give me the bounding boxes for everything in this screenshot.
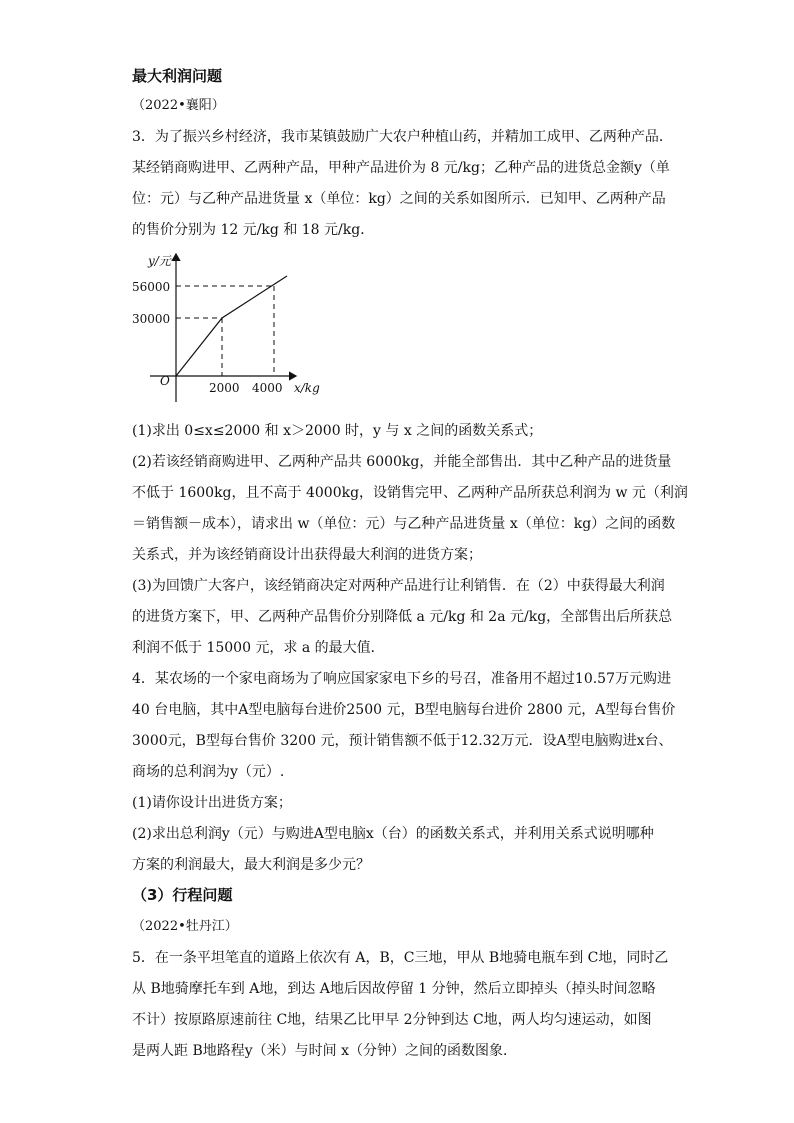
cost-function-line (176, 276, 287, 376)
q5-stem-line-4: 是两人距 B地路程y（米）与时间 x（分钟）之间的函数图象． (132, 1043, 517, 1059)
q5-stem-line-2: 从 B地骑摩托车到 A地，到达 A地后因故停留 1 分钟，然后立即掉头（掉头时间忽略 (132, 981, 656, 997)
q5-stem-line-3: 不计）按原路原速前往 C地，结果乙比甲早 2分钟到达 C地，两人均匀速运动，如图 (132, 1012, 652, 1028)
q4-stem-line-2: 40 台电脑，其中A型电脑每台进价2500 元，B型电脑每台进价 2800 元，A型每台售价 (132, 702, 676, 718)
q4-stem-line-4: 商场的总利润为y（元）. (132, 764, 285, 780)
y-axis-label: y/元 (148, 254, 171, 268)
q3-stem-line-3: 位：元）与乙种产品进货量 x（单位：kg）之间的关系如图所示．已知甲、乙两种产品 (132, 191, 666, 207)
subsection-title: （3）行程问题 (132, 886, 233, 904)
q4-part1: (1)请你设计出进货方案； (132, 795, 292, 811)
q3-stem-line-2: 某经销商购进甲、乙两种产品，甲种产品进价为 8 元/kg；乙种产品的进货总金额y（单 (132, 160, 670, 176)
q4-stem-line-1: 4．某农场的一个家电商场为了响应国家家电下乡的号召，准备用不超过10.57万元购进 (132, 671, 671, 687)
q4-stem-line-3: 3000元，B型每台售价 3200 元，预计销售额不低于12.32万元．设A型电脑购进x台、 (132, 733, 673, 749)
q4-part2-line-1: (2)求出总利润y（元）与购进A型电脑x（台）的函数关系式，并利用关系式说明哪种 (132, 826, 654, 842)
q3-part2-line-2: 不低于 1600kg，且不高于 4000kg，设销售完甲、乙两种产品所获总利润为 w 元（利润 (132, 485, 688, 501)
q3-part2-line-1: (2)若该经销商购进甲、乙两种产品共 6000kg，并能全部售出．其中乙种产品的进货量 (132, 454, 672, 470)
q3-part2-line-4: 关系式，并为该经销商设计出获得最大利润的进货方案； (132, 547, 482, 563)
y-tick-30000: 30000 (132, 312, 171, 326)
q3-part3-line-2: 的进货方案下，甲、乙两种产品售价分别降低 a 元/kg 和 2a 元/kg，全部售出后所获总 (132, 609, 673, 625)
origin-label: O (160, 374, 170, 388)
q3-part2-line-3: ＝销售额－成本），请求出 w（单位：元）与乙种产品进货量 x（单位：kg）之间的函数 (132, 516, 676, 532)
x-tick-4000: 4000 (252, 381, 283, 395)
y-tick-56000: 56000 (132, 280, 171, 294)
q3-stem-line-4: 的售价分别为 12 元/kg 和 18 元/kg． (132, 222, 375, 238)
q3-part1: (1)求出 0≤x≤2000 和 x＞2000 时，y 与 x 之间的函数关系式； (132, 423, 543, 439)
x-axis-label: x/kg (294, 381, 320, 395)
q3-part3-line-1: (3)为回馈广大客户，该经销商决定对两种产品进行让利销售．在（2）中获得最大利润 (132, 578, 665, 594)
x-tick-2000: 2000 (209, 381, 240, 395)
q4-part2-line-2: 方案的利润最大，最大利润是多少元？ (132, 857, 370, 873)
q3-stem-line-1: 3．为了振兴乡村经济，我市某镇鼓励广大农户种植山药，并精加工成甲、乙两种产品． (132, 129, 673, 145)
q3-source: （2022•襄阳） (132, 98, 225, 113)
q5-source: （2022•牡丹江） (132, 919, 238, 934)
q3-part3-line-3: 利润不低于 15000 元，求 a 的最大值． (132, 640, 385, 656)
section-title: 最大利润问题 (132, 67, 223, 85)
q3-function-graph (132, 248, 340, 408)
q5-stem-line-1: 5．在一条平坦笔直的道路上依次有 A，B，C三地，甲从 B地骑电瓶车到 C地，同时乙 (132, 950, 669, 966)
